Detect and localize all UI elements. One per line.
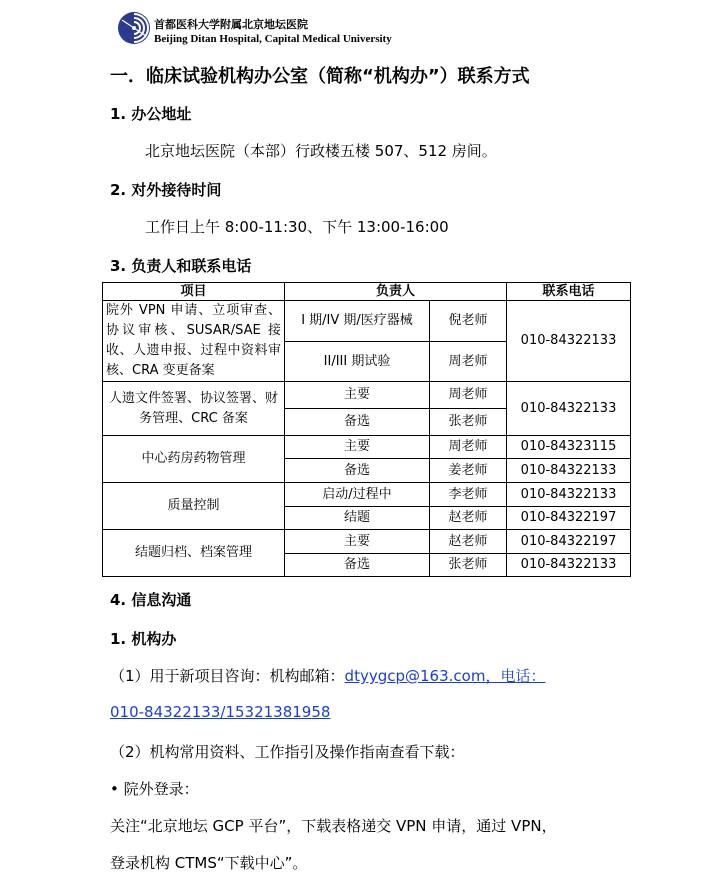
table-row xyxy=(103,436,631,459)
phones-link[interactable]: 010-84322133/15321381958 xyxy=(110,703,331,721)
vpn-instructions: 关注“北京地坛 GCP 平台”，下载表格递交 VPN 申请，通过 VPN， xyxy=(110,817,557,835)
phone-cell: 010-84322133 xyxy=(507,301,631,382)
hospital-name-cn: 首都医科大学附属北京地坛医院 xyxy=(154,18,308,31)
person-cell: 李老师 xyxy=(430,483,507,507)
role-cell: 结题 xyxy=(285,507,430,530)
external-login-bullet: • 院外登录： xyxy=(110,780,199,798)
table-header-row xyxy=(103,283,631,301)
hospital-logo-icon xyxy=(116,10,152,46)
table-row xyxy=(103,301,631,342)
table-row xyxy=(103,382,631,409)
project-cell: 结题归档、档案管理 xyxy=(103,530,285,577)
person-cell: 周老师 xyxy=(430,436,507,459)
person-cell: 张老师 xyxy=(430,554,507,577)
phone-cell: 010-84322133 xyxy=(507,483,631,507)
person-cell: 周老师 xyxy=(430,342,507,382)
table-header-project: 项目 xyxy=(103,283,285,301)
person-cell: 赵老师 xyxy=(430,530,507,554)
phone-cell: 010-84323115 xyxy=(507,436,631,459)
person-cell: 周老师 xyxy=(430,382,507,409)
role-cell: 备选 xyxy=(285,409,430,436)
person-cell: 赵老师 xyxy=(430,507,507,530)
role-cell: 主要 xyxy=(285,436,430,459)
email-link[interactable]: dtyygcp@163.com xyxy=(344,667,486,685)
table-row xyxy=(103,530,631,554)
download-line: （2）机构常用资料、工作指引及操作指南查看下载： xyxy=(110,743,465,761)
reception-hours: 工作日上午 8:00-11:30、下午 13:00-16:00 xyxy=(145,218,449,236)
ctms-instructions: 登录机构 CTMS“下载中心”。 xyxy=(110,854,308,872)
role-cell: 启动/过程中 xyxy=(285,483,430,507)
role-cell: I 期/IV 期/医疗器械 xyxy=(285,301,430,342)
phone-cell: 010-84322133 xyxy=(507,554,631,577)
phone-label-link[interactable]: ，电话： xyxy=(485,667,546,685)
section-heading-contacts: 3. 负责人和联系电话 xyxy=(110,257,252,275)
phone-cell: 010-84322133 xyxy=(507,382,631,436)
page-title: 一．临床试验机构办公室（简称“机构办”）联系方式 xyxy=(110,66,530,87)
phone-cell: 010-84322133 xyxy=(507,459,631,483)
consult-line xyxy=(110,665,545,686)
project-cell: 人遗文件签署、协议签署、财务管理、CRC 备案 xyxy=(103,382,285,436)
contact-table xyxy=(102,282,631,577)
consult-prefix: （1）用于新项目咨询：机构邮箱： xyxy=(110,667,345,685)
person-cell: 倪老师 xyxy=(430,301,507,342)
role-cell: 主要 xyxy=(285,382,430,409)
section-heading-hours: 2. 对外接待时间 xyxy=(110,181,222,199)
project-cell: 院外 VPN 申请、立项审查、协议审核、SUSAR/SAE 接收、人遗申报、过程中资料审核、CRA 变更备案 xyxy=(103,301,285,382)
section-heading-communication: 4. 信息沟通 xyxy=(110,591,192,609)
table-row xyxy=(103,483,631,507)
subsection-heading-office: 1. 机构办 xyxy=(110,630,177,648)
project-cell: 中心药房药物管理 xyxy=(103,436,285,483)
table-header-phone: 联系电话 xyxy=(507,283,631,301)
hospital-name-en: Beijing Ditan Hospital, Capital Medical University xyxy=(154,33,392,45)
project-cell: 质量控制 xyxy=(103,483,285,530)
phone-cell: 010-84322197 xyxy=(507,507,631,530)
phone-cell: 010-84322197 xyxy=(507,530,631,554)
person-cell: 张老师 xyxy=(430,409,507,436)
office-address: 北京地坛医院（本部）行政楼五楼 507、512 房间。 xyxy=(145,142,497,160)
role-cell: 备选 xyxy=(285,554,430,577)
person-cell: 姜老师 xyxy=(430,459,507,483)
role-cell: 主要 xyxy=(285,530,430,554)
role-cell: 备选 xyxy=(285,459,430,483)
role-cell: II/III 期试验 xyxy=(285,342,430,382)
section-heading-address: 1. 办公地址 xyxy=(110,105,192,123)
table-header-person: 负责人 xyxy=(285,283,507,301)
